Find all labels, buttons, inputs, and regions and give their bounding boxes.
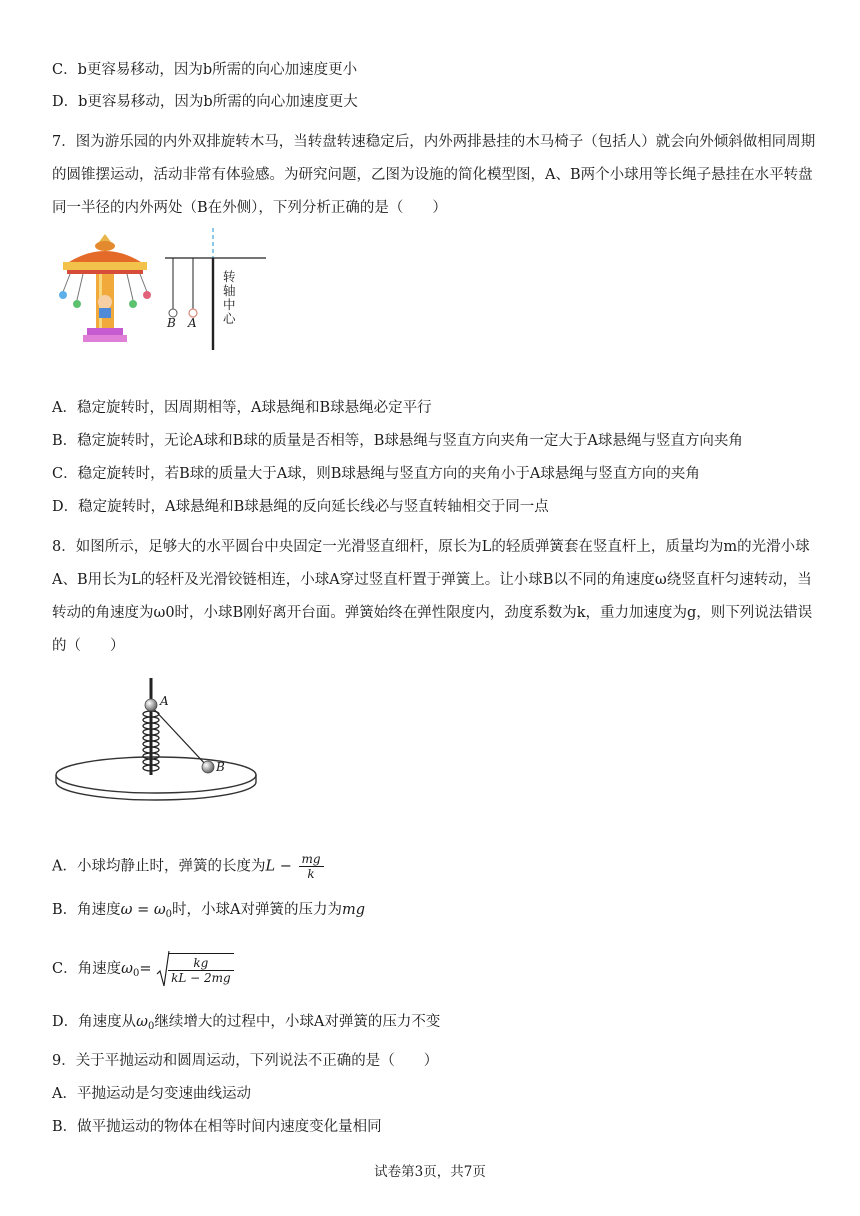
q8-option-c: C．角速度$\omega_0=$ $\frac{kg}{kL - 2mg}$ xyxy=(52,950,820,992)
fraction-kg-over-kl: $\frac{kg}{kL - 2mg}$ xyxy=(168,953,234,985)
ball-a-label-q8: A xyxy=(160,694,169,708)
q8-option-a: A．小球均静止时，弹簧的长度为L − $\frac{mg}{k}$ xyxy=(52,852,820,881)
q7-option-a: A．稳定旋转时，因周期相等，A球悬绳和B球悬绳必定平行 xyxy=(52,400,432,416)
q9-stem: 9．关于平抛运动和圆周运动，下列说法不正确的是（ ） xyxy=(52,1053,439,1069)
simplified-model-diagram xyxy=(160,228,270,358)
ball-a-label: A xyxy=(188,316,197,330)
q8-stem: 8．如图所示，足够大的水平圆台中央固定一光滑竖直细杆，原长为L的轻质弹簧套在竖直杆上，质量均为m的光滑小球A、B用长为L的轻杆及光滑铰链相连，小球A穿过竖直杆置于弹簧上。让小球B以不同的角速度ω绕竖直杆匀速转动，当转动的角速度为ω0时，小球B刚好离开台面。弹簧始终在弹性限度内，劲度系数为k，重力加速度为g，则下列说法错误的（ ） xyxy=(52,539,813,654)
axis-center-label: 转轴中心 xyxy=(223,269,236,326)
q8-option-b: B．角速度$\omega = \omega_0$时，小球A对弹簧的压力为mg xyxy=(52,902,366,920)
fraction-mg-over-k: $\frac{mg}{k}$ xyxy=(299,852,324,881)
q7-stem: 7．图为游乐园的内外双排旋转木马，当转盘转速稳定后，内外两排悬挂的木马椅子（包括人）就会向外倾斜做相同周期的圆锥摆运动，活动非常有体验感。为研究问题，乙图为设施的简化模型图，A、B两个小球用等长绳子悬挂在水平转盘同一半径的内外两处（B在外侧），下列分析正确的是（ ） xyxy=(52,134,816,216)
ball-b-label: B xyxy=(167,316,176,330)
q9-option-a: A．平抛运动是匀变速曲线运动 xyxy=(52,1086,251,1102)
carousel-illustration xyxy=(55,228,155,348)
page-footer: 试卷第3页，共7页 xyxy=(374,1164,486,1180)
q7-option-c: C．稳定旋转时，若B球的质量大于A球，则B球悬绳与竖直方向的夹角小于A球悬绳与竖直方向的夹角 xyxy=(52,466,700,482)
q7-option-b: B．稳定旋转时，无论A球和B球的质量是否相等，B球悬绳与竖直方向夹角一定大于A球悬绳与竖直方向夹角 xyxy=(52,433,743,449)
spring-rod-diagram xyxy=(52,676,264,806)
ball-b-label-q8: B xyxy=(216,760,225,774)
q6-option-c: C．b更容易移动，因为b所需的向心加速度更小 xyxy=(52,62,358,78)
q7-option-d: D．稳定旋转时，A球悬绳和B球悬绳的反向延长线必与竖直转轴相交于同一点 xyxy=(52,499,549,515)
q8-option-d: D．角速度从$\omega_0$继续增大的过程中，小球A对弹簧的压力不变 xyxy=(52,1014,441,1032)
q6-option-d: D．b更容易移动，因为b所需的向心加速度更大 xyxy=(52,94,358,110)
q9-option-b: B．做平抛运动的物体在相等时间内速度变化量相同 xyxy=(52,1119,382,1135)
